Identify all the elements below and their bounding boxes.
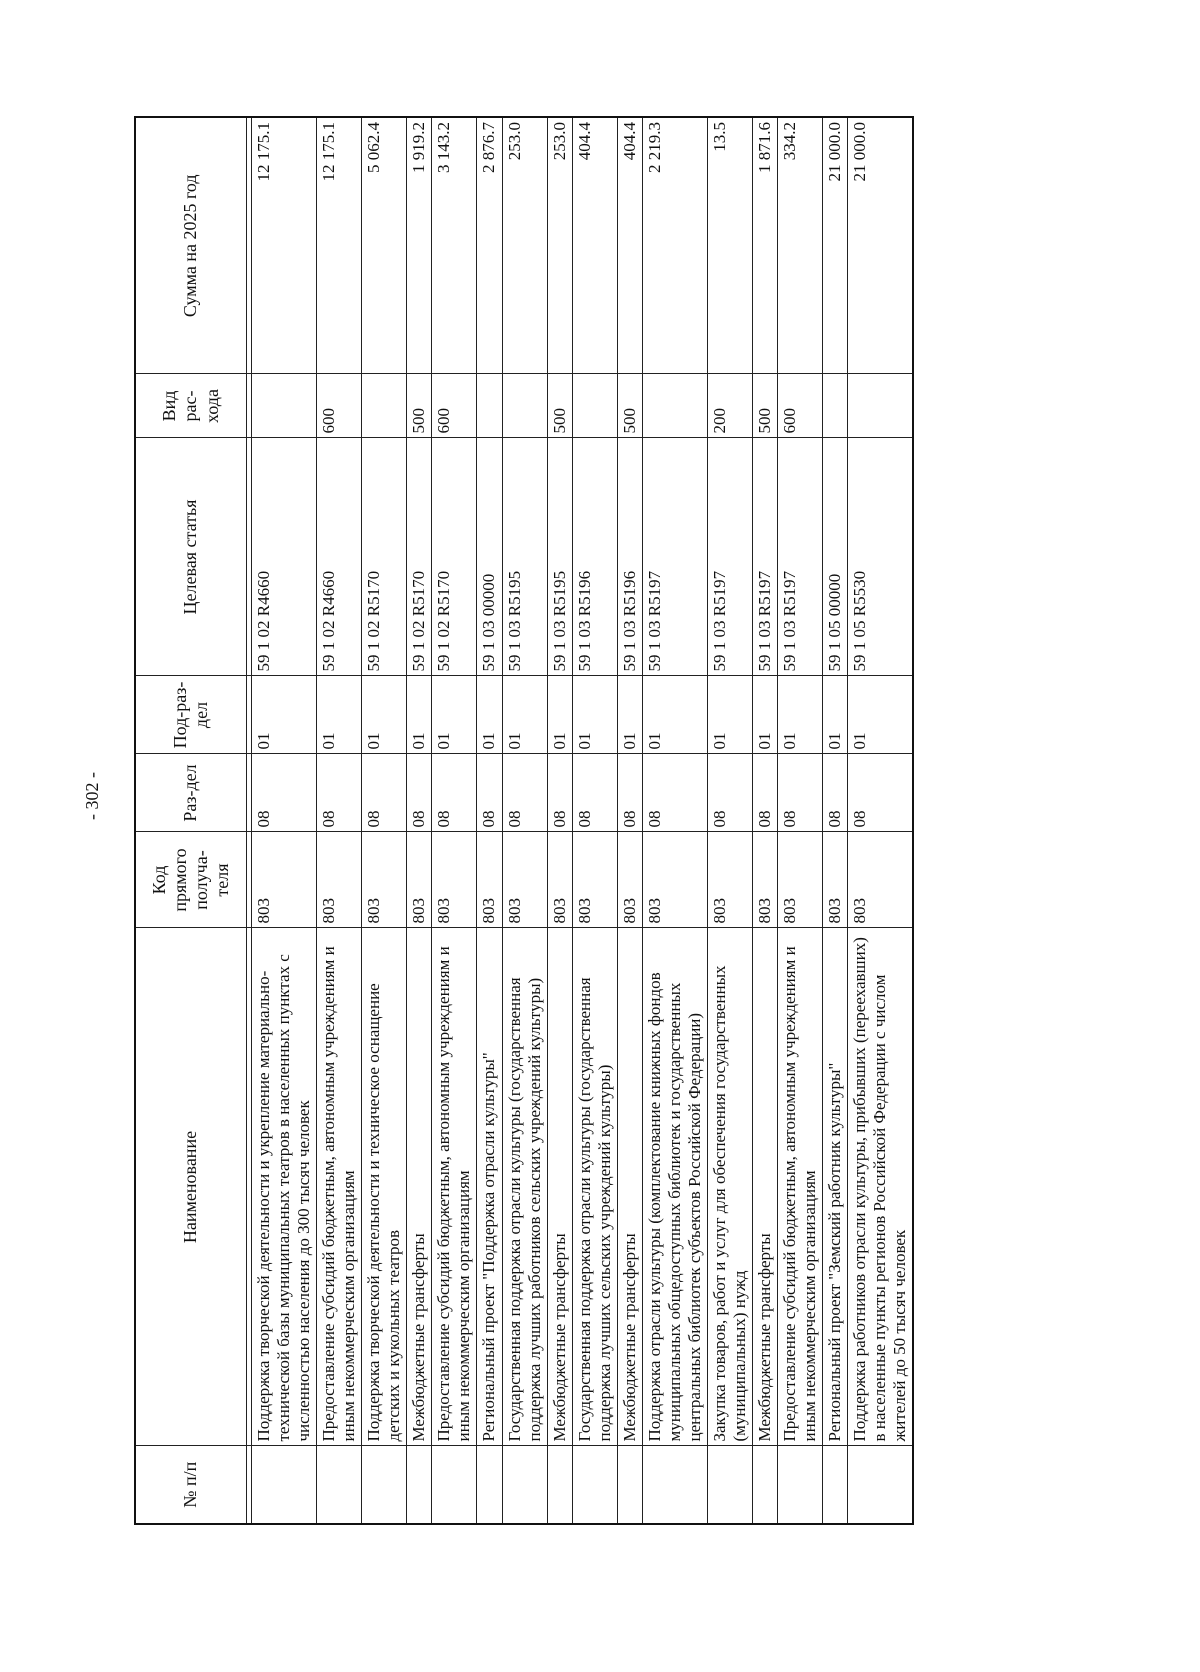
row-number	[617, 1446, 642, 1524]
table-row	[778, 117, 823, 1524]
row-expense-type: 500	[753, 374, 778, 438]
row-target-article: 59 1 02 R5170	[362, 438, 407, 676]
row-section: 08	[572, 754, 617, 832]
row-target-article: 59 1 03 R5195	[547, 438, 572, 676]
table-row	[477, 117, 502, 1524]
row-expense-type	[477, 374, 502, 438]
row-amount: 253.0	[547, 117, 572, 374]
row-section: 08	[642, 754, 707, 832]
row-section: 08	[848, 754, 914, 832]
row-section: 08	[753, 754, 778, 832]
row-name: Межбюджетные трансферты	[407, 928, 432, 1446]
row-recipient-code: 803	[572, 832, 617, 928]
row-number	[432, 1446, 477, 1524]
row-subsection: 01	[642, 676, 707, 754]
row-target-article: 59 1 03 R5197	[707, 438, 752, 676]
row-number	[778, 1446, 823, 1524]
row-name: Предоставление субсидий бюджетным, автономным учреждениям и иным некоммерческим организациям	[317, 928, 362, 1446]
header-target-article: Целевая статья	[135, 438, 247, 676]
row-section: 08	[407, 754, 432, 832]
row-amount: 1 919.2	[407, 117, 432, 374]
row-amount: 404.4	[572, 117, 617, 374]
row-section: 08	[547, 754, 572, 832]
row-section: 08	[823, 754, 848, 832]
row-name: Поддержка творческой деятельности и техническое оснащение детских и кукольных театров	[362, 928, 407, 1446]
row-target-article: 59 1 05 R5530	[848, 438, 914, 676]
row-amount: 5 062.4	[362, 117, 407, 374]
row-recipient-code: 803	[502, 832, 547, 928]
table-row	[432, 117, 477, 1524]
row-expense-type: 600	[432, 374, 477, 438]
row-expense-type	[572, 374, 617, 438]
row-target-article: 59 1 03 R5197	[642, 438, 707, 676]
row-recipient-code: 803	[547, 832, 572, 928]
row-subsection: 01	[547, 676, 572, 754]
row-subsection: 01	[407, 676, 432, 754]
row-name: Государственная поддержка отрасли культуры (государственная поддержка лучших сельских учреждений культуры)	[572, 928, 617, 1446]
rotated-page-content	[134, 118, 1049, 1525]
table-row	[572, 117, 617, 1524]
page-number: - 302 -	[82, 772, 102, 820]
row-subsection: 01	[362, 676, 407, 754]
row-name: Закупка товаров, работ и услуг для обеспечения государственных (муниципальных) нужд	[707, 928, 752, 1446]
row-recipient-code: 803	[317, 832, 362, 928]
row-number	[362, 1446, 407, 1524]
header-section: Раз-дел	[135, 754, 247, 832]
table-row	[707, 117, 752, 1524]
row-amount: 21 000.0	[823, 117, 848, 374]
row-target-article: 59 1 05 00000	[823, 438, 848, 676]
row-section: 08	[317, 754, 362, 832]
row-target-article: 59 1 02 R4660	[317, 438, 362, 676]
row-number	[252, 1446, 317, 1524]
row-subsection: 01	[707, 676, 752, 754]
header-expense-type: Вид рас-хода	[135, 374, 247, 438]
row-section: 08	[502, 754, 547, 832]
budget-table	[134, 116, 914, 1525]
row-amount: 12 175.1	[317, 117, 362, 374]
table-header-row	[135, 117, 247, 1524]
row-expense-type: 500	[547, 374, 572, 438]
header-subsection: Под-раз-дел	[135, 676, 247, 754]
header-recipient-code: Код прямого получа-теля	[135, 832, 247, 928]
row-section: 08	[362, 754, 407, 832]
row-expense-type: 500	[407, 374, 432, 438]
row-expense-type: 500	[617, 374, 642, 438]
row-number	[407, 1446, 432, 1524]
table-row	[407, 117, 432, 1524]
row-expense-type: 600	[317, 374, 362, 438]
row-expense-type: 200	[707, 374, 752, 438]
row-amount: 2 219.3	[642, 117, 707, 374]
row-subsection: 01	[572, 676, 617, 754]
table-body	[252, 117, 914, 1524]
row-amount: 13.5	[707, 117, 752, 374]
row-name: Государственная поддержка отрасли культуры (государственная поддержка лучших работников сельских учреждений культуры)	[502, 928, 547, 1446]
row-amount: 3 143.2	[432, 117, 477, 374]
row-name: Поддержка отрасли культуры (комплектование книжных фондов муниципальных общедоступных библиотек и государственных центральных библиотек субъектов Российской Федерации)	[642, 928, 707, 1446]
row-expense-type	[252, 374, 317, 438]
row-target-article: 59 1 02 R4660	[252, 438, 317, 676]
row-name: Межбюджетные трансферты	[547, 928, 572, 1446]
table-row	[547, 117, 572, 1524]
row-name: Межбюджетные трансферты	[617, 928, 642, 1446]
row-recipient-code: 803	[432, 832, 477, 928]
row-section: 08	[707, 754, 752, 832]
table-row	[617, 117, 642, 1524]
table-row	[502, 117, 547, 1524]
row-amount: 2 876.7	[477, 117, 502, 374]
header-name: Наименование	[135, 928, 247, 1446]
row-number	[642, 1446, 707, 1524]
row-expense-type	[642, 374, 707, 438]
row-name: Поддержка творческой деятельности и укрепление материально-технической базы муниципальных театров в населенных пунктах с численностью населения до 300 тысяч человек	[252, 928, 317, 1446]
header-amount: Сумма на 2025 год	[135, 117, 247, 374]
table-row	[753, 117, 778, 1524]
row-section: 08	[617, 754, 642, 832]
table-row	[317, 117, 362, 1524]
row-target-article: 59 1 03 00000	[477, 438, 502, 676]
row-amount: 12 175.1	[252, 117, 317, 374]
row-name: Региональный проект "Поддержка отрасли культуры"	[477, 928, 502, 1446]
row-recipient-code: 803	[252, 832, 317, 928]
row-target-article: 59 1 03 R5196	[617, 438, 642, 676]
row-target-article: 59 1 03 R5195	[502, 438, 547, 676]
table-row	[642, 117, 707, 1524]
header-no: № п/п	[135, 1446, 247, 1524]
row-name: Предоставление субсидий бюджетным, автономным учреждениям и иным некоммерческим организациям	[778, 928, 823, 1446]
row-subsection: 01	[252, 676, 317, 754]
row-recipient-code: 803	[407, 832, 432, 928]
row-subsection: 01	[778, 676, 823, 754]
row-recipient-code: 803	[753, 832, 778, 928]
row-expense-type	[823, 374, 848, 438]
row-name: Предоставление субсидий бюджетным, автономным учреждениям и иным некоммерческим организациям	[432, 928, 477, 1446]
row-subsection: 01	[848, 676, 914, 754]
row-recipient-code: 803	[642, 832, 707, 928]
table-row	[823, 117, 848, 1524]
row-amount: 404.4	[617, 117, 642, 374]
row-section: 08	[477, 754, 502, 832]
row-expense-type	[848, 374, 914, 438]
row-recipient-code: 803	[848, 832, 914, 928]
row-number	[848, 1446, 914, 1524]
row-target-article: 59 1 03 R5197	[778, 438, 823, 676]
row-subsection: 01	[317, 676, 362, 754]
row-number	[572, 1446, 617, 1524]
row-name: Поддержка работников отрасли культуры, прибывших (переехавших) в населенные пункты регионов Российской Федерации с числом жителей до 50 тысяч человек	[848, 928, 914, 1446]
row-recipient-code: 803	[477, 832, 502, 928]
row-target-article: 59 1 02 R5170	[432, 438, 477, 676]
row-expense-type: 600	[778, 374, 823, 438]
row-number	[317, 1446, 362, 1524]
row-section: 08	[432, 754, 477, 832]
row-subsection: 01	[823, 676, 848, 754]
row-name: Региональный проект "Земский работник культуры"	[823, 928, 848, 1446]
row-number	[707, 1446, 752, 1524]
row-amount: 253.0	[502, 117, 547, 374]
row-expense-type	[502, 374, 547, 438]
row-amount: 1 871.6	[753, 117, 778, 374]
row-subsection: 01	[477, 676, 502, 754]
row-number	[547, 1446, 572, 1524]
row-recipient-code: 803	[707, 832, 752, 928]
row-subsection: 01	[502, 676, 547, 754]
row-number	[823, 1446, 848, 1524]
row-recipient-code: 803	[362, 832, 407, 928]
row-name: Межбюджетные трансферты	[753, 928, 778, 1446]
row-subsection: 01	[617, 676, 642, 754]
table-row	[362, 117, 407, 1524]
row-number	[477, 1446, 502, 1524]
row-number	[502, 1446, 547, 1524]
row-target-article: 59 1 03 R5197	[753, 438, 778, 676]
row-recipient-code: 803	[617, 832, 642, 928]
table-row	[848, 117, 914, 1524]
row-recipient-code: 803	[823, 832, 848, 928]
row-subsection: 01	[432, 676, 477, 754]
row-target-article: 59 1 02 R5170	[407, 438, 432, 676]
row-recipient-code: 803	[778, 832, 823, 928]
row-target-article: 59 1 03 R5196	[572, 438, 617, 676]
row-section: 08	[778, 754, 823, 832]
row-section: 08	[252, 754, 317, 832]
row-number	[753, 1446, 778, 1524]
row-subsection: 01	[753, 676, 778, 754]
row-amount: 334.2	[778, 117, 823, 374]
table-row	[252, 117, 317, 1524]
row-expense-type	[362, 374, 407, 438]
row-amount: 21 000.0	[848, 117, 914, 374]
